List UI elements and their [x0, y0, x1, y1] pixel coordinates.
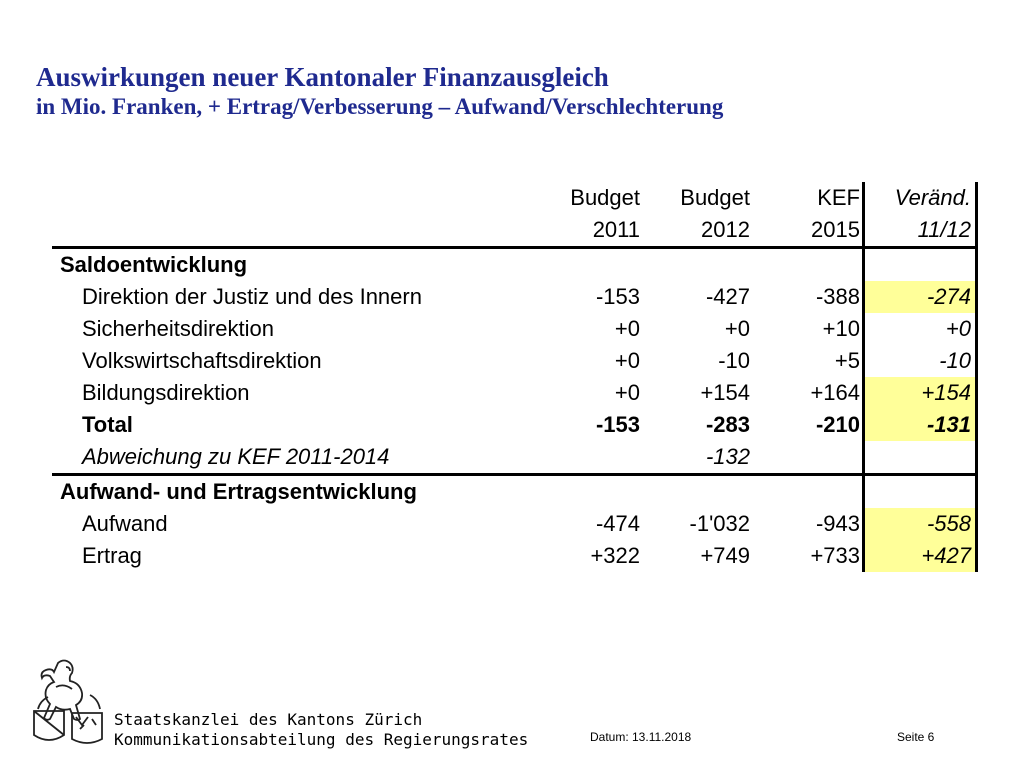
cell-change: -558	[864, 508, 977, 540]
title-subtitle: in Mio. Franken, + Ertrag/Verbesserung – Aufwand/Verschlechterung	[36, 94, 724, 119]
row-label: Direktion der Justiz und des Innern	[82, 284, 422, 309]
header-change: Veränd.	[864, 182, 977, 214]
table-row	[52, 345, 977, 377]
cell-kef-2015: +5	[750, 345, 864, 377]
header-year-2011: 2011	[542, 214, 640, 248]
cell-change: +427	[864, 540, 977, 572]
header-year-2012: 2012	[640, 214, 750, 248]
cell-2012: -427	[705, 284, 750, 309]
finance-table	[52, 182, 978, 572]
header-row-2	[52, 214, 977, 248]
table-row	[52, 508, 977, 540]
cell-kef-2015: -943	[750, 508, 864, 540]
cell-2011: +322	[590, 543, 640, 568]
cell-2012: -132	[640, 441, 750, 475]
org-line-1: Staatskanzlei des Kantons Zürich	[114, 710, 423, 729]
row-label: Aufwand	[82, 511, 168, 536]
cell-2011: -153	[595, 412, 640, 437]
slide-title	[36, 62, 723, 122]
cell-2012: +154	[700, 380, 750, 405]
table-row	[52, 540, 977, 572]
section-label: Saldoentwicklung	[60, 252, 248, 277]
header-year-2015: 2015	[750, 214, 864, 248]
cell-2011: +0	[614, 348, 640, 373]
cell-change: +0	[864, 313, 977, 345]
cell-2012: +0	[724, 316, 750, 341]
section-label: Aufwand- und Ertragsentwicklung	[60, 479, 417, 504]
cell-2012: -10	[718, 348, 750, 373]
cell-change: -274	[864, 281, 977, 313]
header-change-period: 11/12	[864, 214, 977, 248]
row-label: Abweichung zu KEF 2011-2014	[52, 441, 542, 475]
footer	[0, 640, 1024, 768]
row-label: Total	[82, 412, 133, 437]
cell-2011: +0	[614, 380, 640, 405]
cell-2011: -474	[595, 511, 640, 536]
cell-2011: +0	[614, 316, 640, 341]
cell-change: -131	[864, 409, 977, 441]
cell-change: -10	[864, 345, 977, 377]
table-row	[52, 313, 977, 345]
cell-kef-2015: -388	[750, 281, 864, 313]
cell-kef-2015: -210	[750, 409, 864, 441]
deviation-row	[52, 441, 977, 475]
cell-kef-2015: +164	[750, 377, 864, 409]
cell-2012: +749	[700, 543, 750, 568]
organization-name	[114, 710, 528, 750]
header-kef-2015: KEF	[750, 182, 864, 214]
cell-2012: -1'032	[689, 511, 750, 536]
cell-change: +154	[864, 377, 977, 409]
row-label: Volkswirtschaftsdirektion	[82, 348, 322, 373]
header-budget-2012: Budget	[680, 185, 750, 210]
org-line-2: Kommunikationsabteilung des Regierungsrates	[114, 730, 529, 749]
cell-2012: -283	[705, 412, 750, 437]
cell-kef-2015: +10	[750, 313, 864, 345]
table-row	[52, 281, 977, 313]
page-number: Seite 6	[897, 730, 935, 744]
header-budget-2011: Budget	[570, 185, 640, 210]
row-label: Bildungsdirektion	[82, 380, 250, 405]
total-row	[52, 409, 977, 441]
title-main: Auswirkungen neuer Kantonaler Finanzausgleich	[36, 62, 609, 92]
row-label: Sicherheitsdirektion	[82, 316, 274, 341]
cell-kef-2015: +733	[750, 540, 864, 572]
zurich-lion-coat-of-arms-icon	[28, 657, 108, 747]
footer-date: Datum: 13.11.2018	[590, 730, 692, 744]
section-heading-saldo	[52, 248, 977, 282]
section-heading-aufwand	[52, 475, 977, 509]
header-row-1	[52, 182, 977, 214]
row-label: Ertrag	[82, 543, 142, 568]
table-row	[52, 377, 977, 409]
cell-2011: -153	[595, 284, 640, 309]
